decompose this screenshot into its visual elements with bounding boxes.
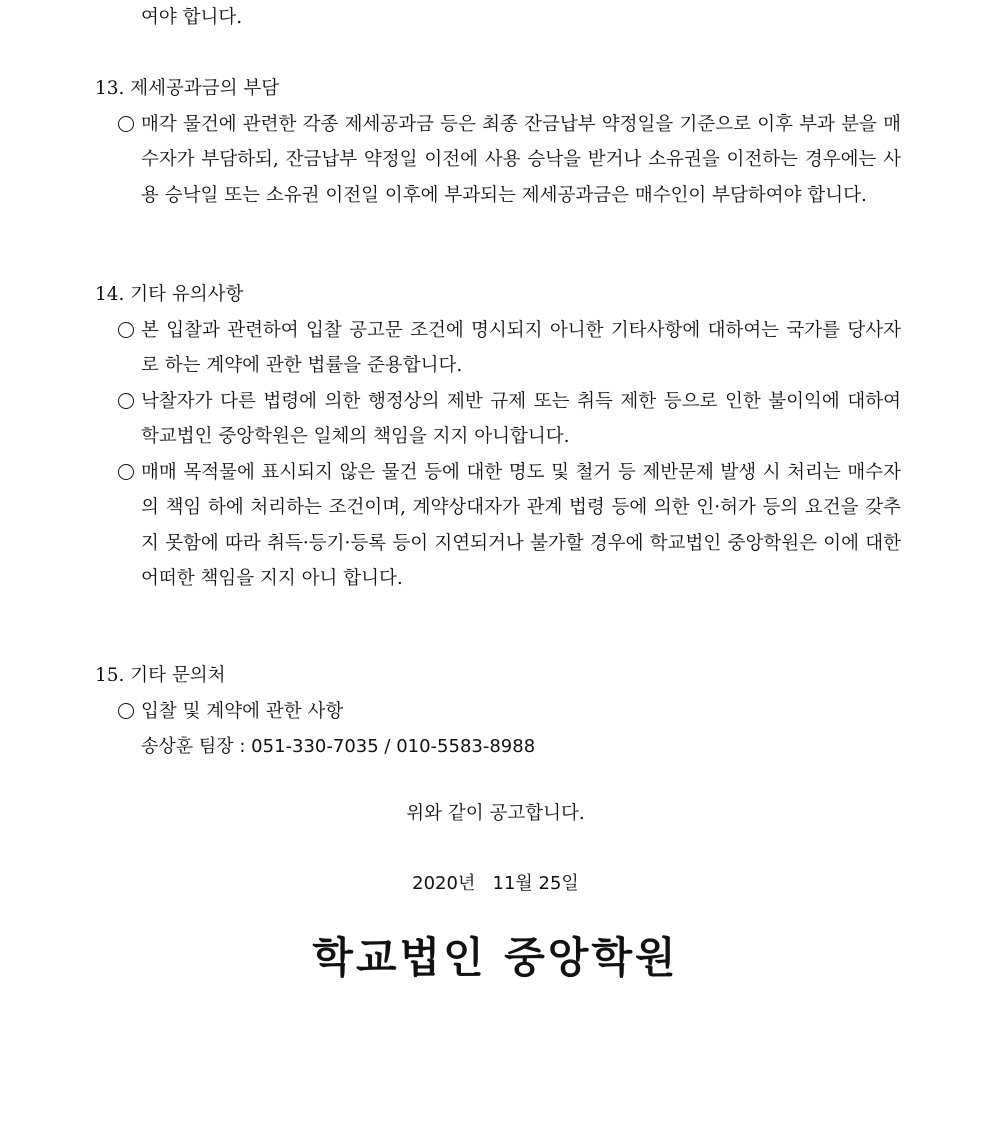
section-14 [95,277,901,597]
section-13 [95,71,901,213]
list-item-text: 매매 목적물에 표시되지 않은 물건 등에 대한 명도 및 철거 등 제반문제 발생 시 처리는 매수자의 책임 하에 처리하는 조건이며, 계약상대자가 관계 법령 등에 의한 인·허가 등의 요건을 갖추지 못함에 따라 취득·등기·등록 등이 지연되거나 불가할 경우에 학교법인 중앙학원은 이에 대한 어떠한 책임을 지지 아니 합니다. [141,461,901,589]
circle-bullet-icon [118,116,134,132]
continuation-text: 여야 합니다. [141,7,243,28]
section-15-heading: 15. 기타 문의처 [95,665,226,686]
announcement-date: 2020년 11월 25일 [412,873,579,894]
circle-bullet-icon [118,464,134,480]
section-14-heading: 14. 기타 유의사항 [95,284,244,305]
list-item-text: 낙찰자가 다른 법령에 의한 행정상의 제반 규제 또는 취득 제한 등으로 인한 불이익에 대하여 학교법인 중앙학원은 일체의 책임을 지지 아니합니다. [141,390,901,447]
list-item [95,313,901,384]
organization-name: 학교법인 중앙학원 [312,933,679,982]
circle-bullet-icon [118,703,134,719]
contact-info: 송상훈 팀장 : 051-330-7035 / 010-5583-8988 [141,736,536,757]
list-item-text: 본 입찰과 관련하여 입찰 공고문 조건에 명시되지 아니한 기타사항에 대하여는 국가를 당사자로 하는 계약에 관한 법률을 준용합니다. [141,319,901,376]
closing-statement: 위와 같이 공고합니다. [406,803,585,824]
list-item [95,384,901,455]
list-item [95,455,901,597]
section-13-heading: 13. 제세공과금의 부담 [95,78,280,99]
circle-bullet-icon [118,393,134,409]
list-item [95,694,901,730]
section-15 [95,658,901,765]
list-item-text: 입찰 및 계약에 관한 사항 [141,700,344,722]
list-item-text: 매각 물건에 관련한 각종 제세공과금 등은 최종 잔금납부 약정일을 기준으로 이후 부과 분을 매수자가 부담하되, 잔금납부 약정일 이전에 사용 승낙을 받거나 소유권을 이전하는 경우에는 사용 승낙일 또는 소유권 이전일 이후에 부과되는 제세공과금은 매수인이 부담하여야 합니다. [141,113,901,206]
list-item [95,107,901,214]
circle-bullet-icon [118,322,134,338]
